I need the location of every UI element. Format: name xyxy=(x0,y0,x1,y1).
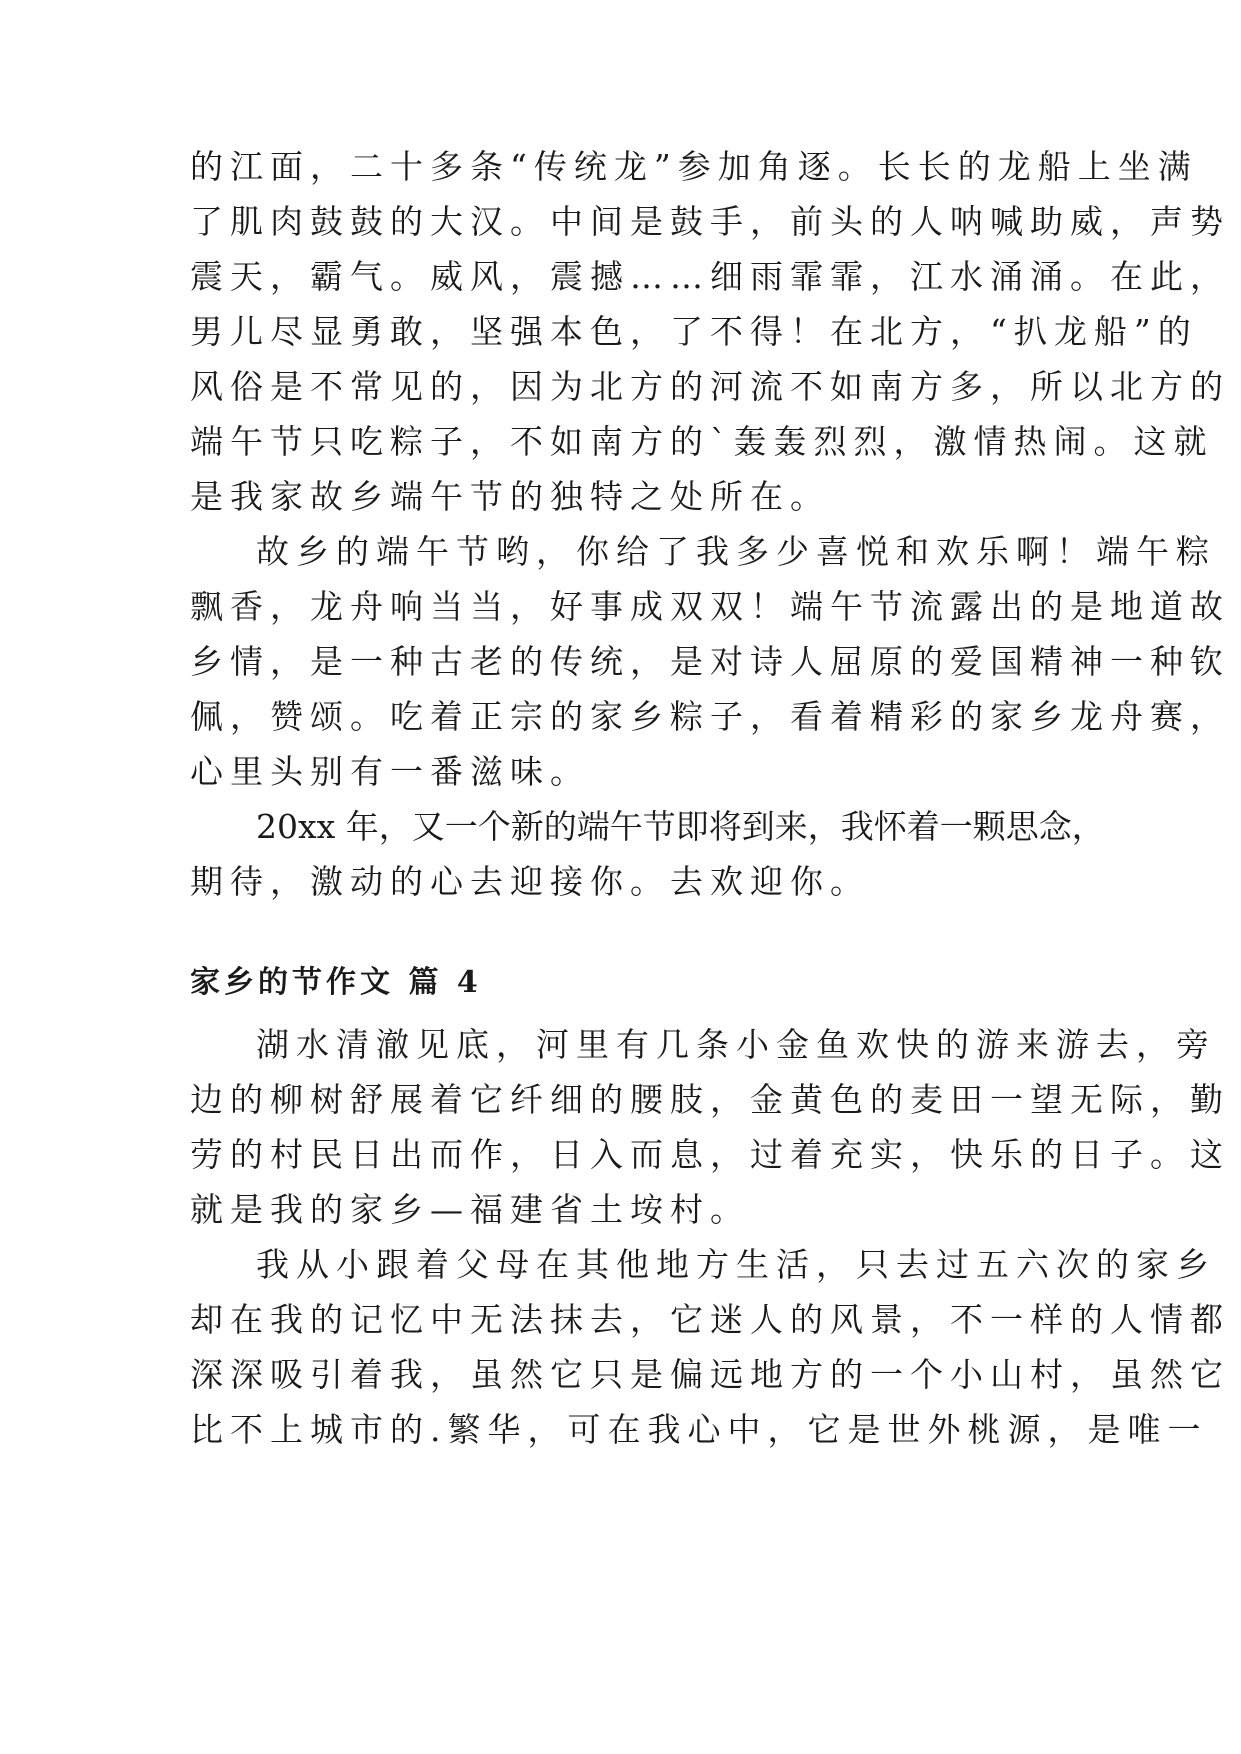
text-line: 我从小跟着父母在其他地方生活，只去过五六次的家乡 xyxy=(256,1245,1216,1284)
text-line: 心里头别有一番滋味。 xyxy=(190,752,590,791)
text-line: 震天，霸气。威风，震撼……细雨霏霏，江水涌涌。在此， xyxy=(190,257,1230,296)
text-line: 却在我的记忆中无法抹去，它迷人的风景，不一样的人情都 xyxy=(190,1300,1230,1339)
text-line: 期待，激动的心去迎接你。去欢迎你。 xyxy=(190,862,870,901)
text-line: 乡情，是一种古老的传统，是对诗人屈原的爱国精神一种钦 xyxy=(190,642,1230,681)
text-line: 是我家故乡端午节的独特之处所在。 xyxy=(190,477,830,516)
text-line: 的江面，二十多条“传统龙”参加角逐。长长的龙船上坐满 xyxy=(190,147,1198,186)
text-line: 故乡的端午节哟，你给了我多少喜悦和欢乐啊！端午粽 xyxy=(256,532,1216,571)
text-line: 就是我的家乡—福建省土垵村。 xyxy=(190,1190,750,1229)
text-line: 20xx 年，又一个新的端午节即将到来，我怀着一颗思念， xyxy=(256,807,1105,846)
text-line: 劳的村民日出而作，日入而息，过着充实，快乐的日子。这 xyxy=(190,1135,1230,1174)
text-line: 深深吸引着我，虽然它只是偏远地方的一个小山村，虽然它 xyxy=(190,1355,1230,1394)
text-line: 边的柳树舒展着它纤细的腰肢，金黄色的麦田一望无际，勤 xyxy=(190,1080,1230,1119)
text-line: 了肌肉鼓鼓的大汉。中间是鼓手，前头的人呐喊助威，声势 xyxy=(190,202,1230,241)
text-line: 男儿尽显勇敢，坚强本色，了不得！在北方，“扒龙船”的 xyxy=(190,312,1198,351)
text-line: 风俗是不常见的，因为北方的河流不如南方多，所以北方的 xyxy=(190,367,1230,406)
text-line: 飘香，龙舟响当当，好事成双双！端午节流露出的是地道故 xyxy=(190,587,1230,626)
text-line: 湖水清澈见底，河里有几条小金鱼欢快的游来游去，旁 xyxy=(256,1025,1216,1064)
text-line: 端午节只吃粽子，不如南方的`轰轰烈烈，激情热闹。这就 xyxy=(190,422,1214,461)
text-line: 比不上城市的.繁华，可在我心中，它是世外桃源，是唯一 xyxy=(190,1410,1208,1449)
section-heading: 家乡的节作文 篇 4 xyxy=(190,965,482,1000)
text-line: 佩，赞颂。吃着正宗的家乡粽子，看着精彩的家乡龙舟赛， xyxy=(190,697,1230,736)
